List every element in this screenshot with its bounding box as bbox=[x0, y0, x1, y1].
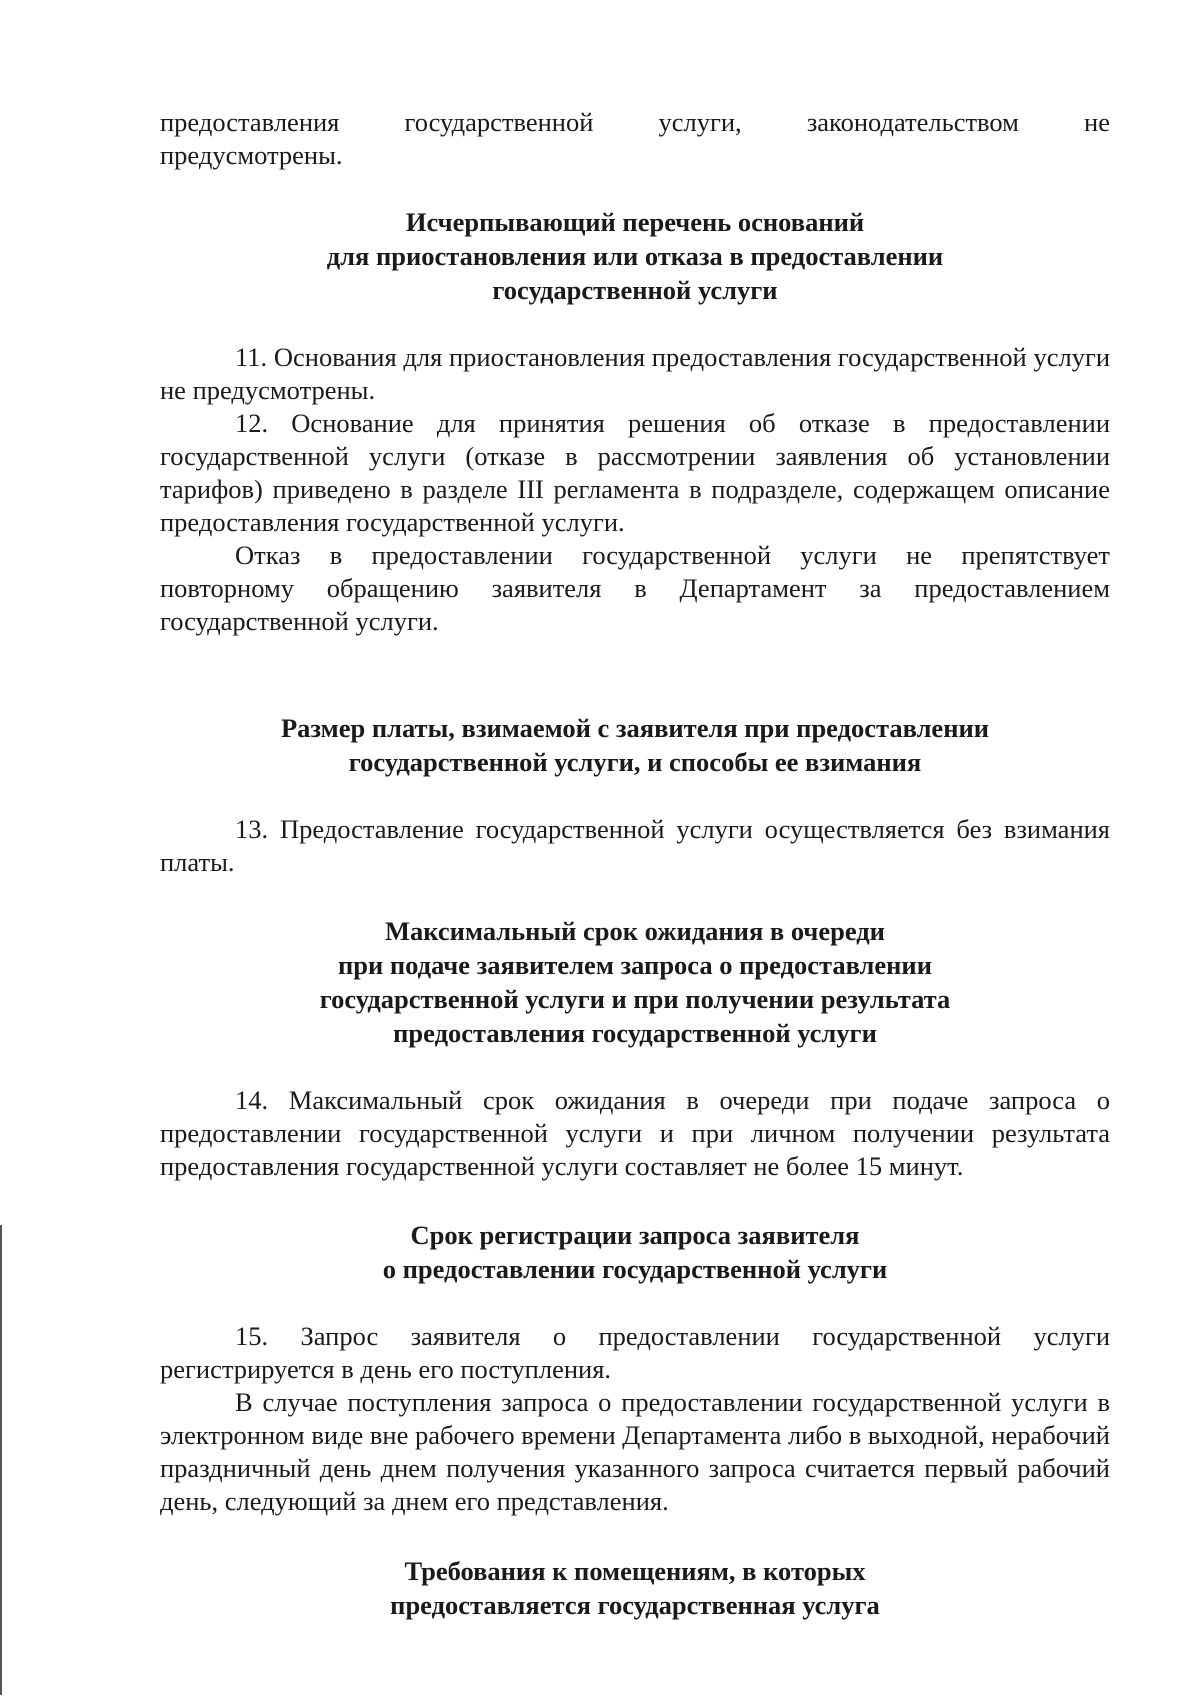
document-body bbox=[160, 106, 1110, 1622]
paragraph-11: 11. Основания для приостановления предоставления государственной услуги не предусмотрены. bbox=[160, 342, 1110, 405]
heading-line: Исчерпывающий перечень оснований bbox=[405, 207, 865, 237]
paragraph-refusal: Отказ в предоставлении государственной услуги не препятствует повторному обращению заявителя в Департамент за предоставлением государственной услуги. bbox=[160, 540, 1110, 636]
section-heading-premises bbox=[160, 1554, 1110, 1622]
heading-line: для приостановления или отказа в предоставлении bbox=[326, 241, 944, 271]
paragraph-12: 12. Основание для принятия решения об отказе в предоставлении государственной услуги (отказе в рассмотрении заявления об установлении тарифов) приведено в разделе III регламента в подразделе, содержащем описание предоставления государственной услуги. bbox=[160, 408, 1110, 537]
section-heading-fee bbox=[160, 711, 1110, 779]
heading-line: Срок регистрации запроса заявителя bbox=[410, 1220, 860, 1250]
heading-line: предоставления государственной услуги bbox=[393, 1018, 877, 1048]
section-heading-grounds-refusal bbox=[160, 205, 1110, 307]
heading-line: о предоставлении государственной услуги bbox=[382, 1254, 888, 1284]
heading-line: государственной услуги, и способы ее взимания bbox=[348, 747, 922, 777]
heading-line: Требования к помещениям, в которых bbox=[404, 1556, 866, 1586]
continued-text-line2: предусмотрены. bbox=[160, 140, 343, 170]
heading-line: Максимальный срок ожидания в очереди bbox=[385, 916, 885, 946]
heading-line: при подаче заявителем запроса о предоставлении bbox=[338, 950, 932, 980]
continued-text-line1: предоставления государственной услуги, законодательством не bbox=[160, 107, 1110, 137]
paragraph-14: 14. Максимальный срок ожидания в очереди при подаче запроса о предоставлении государственной услуги и при личном получении результата предоставления государственной услуги составляет не более 15 минут. bbox=[160, 1085, 1110, 1181]
heading-line: государственной услуги bbox=[492, 275, 778, 305]
paragraph-electronic-request: В случае поступления запроса о предоставлении государственной услуги в электронном виде вне рабочего времени Департамента либо в выходной, нерабочий праздничный день днем получения указанного запроса считается первый рабочий день, следующий за днем его представления. bbox=[160, 1387, 1110, 1516]
heading-line: государственной услуги и при получении результата bbox=[319, 984, 951, 1014]
heading-line: Размер платы, взимаемой с заявителя при предоставлении bbox=[280, 713, 990, 743]
scan-edge-mark bbox=[0, 1225, 2, 1695]
paragraph-13: 13. Предоставление государственной услуги осуществляется без взимания платы. bbox=[160, 814, 1110, 877]
section-heading-registration bbox=[160, 1218, 1110, 1286]
paragraph-15: 15. Запрос заявителя о предоставлении государственной услуги регистрируется в день его поступления. bbox=[160, 1321, 1110, 1384]
heading-line: предоставляется государственная услуга bbox=[390, 1590, 880, 1620]
section-heading-queue-time bbox=[160, 914, 1110, 1050]
